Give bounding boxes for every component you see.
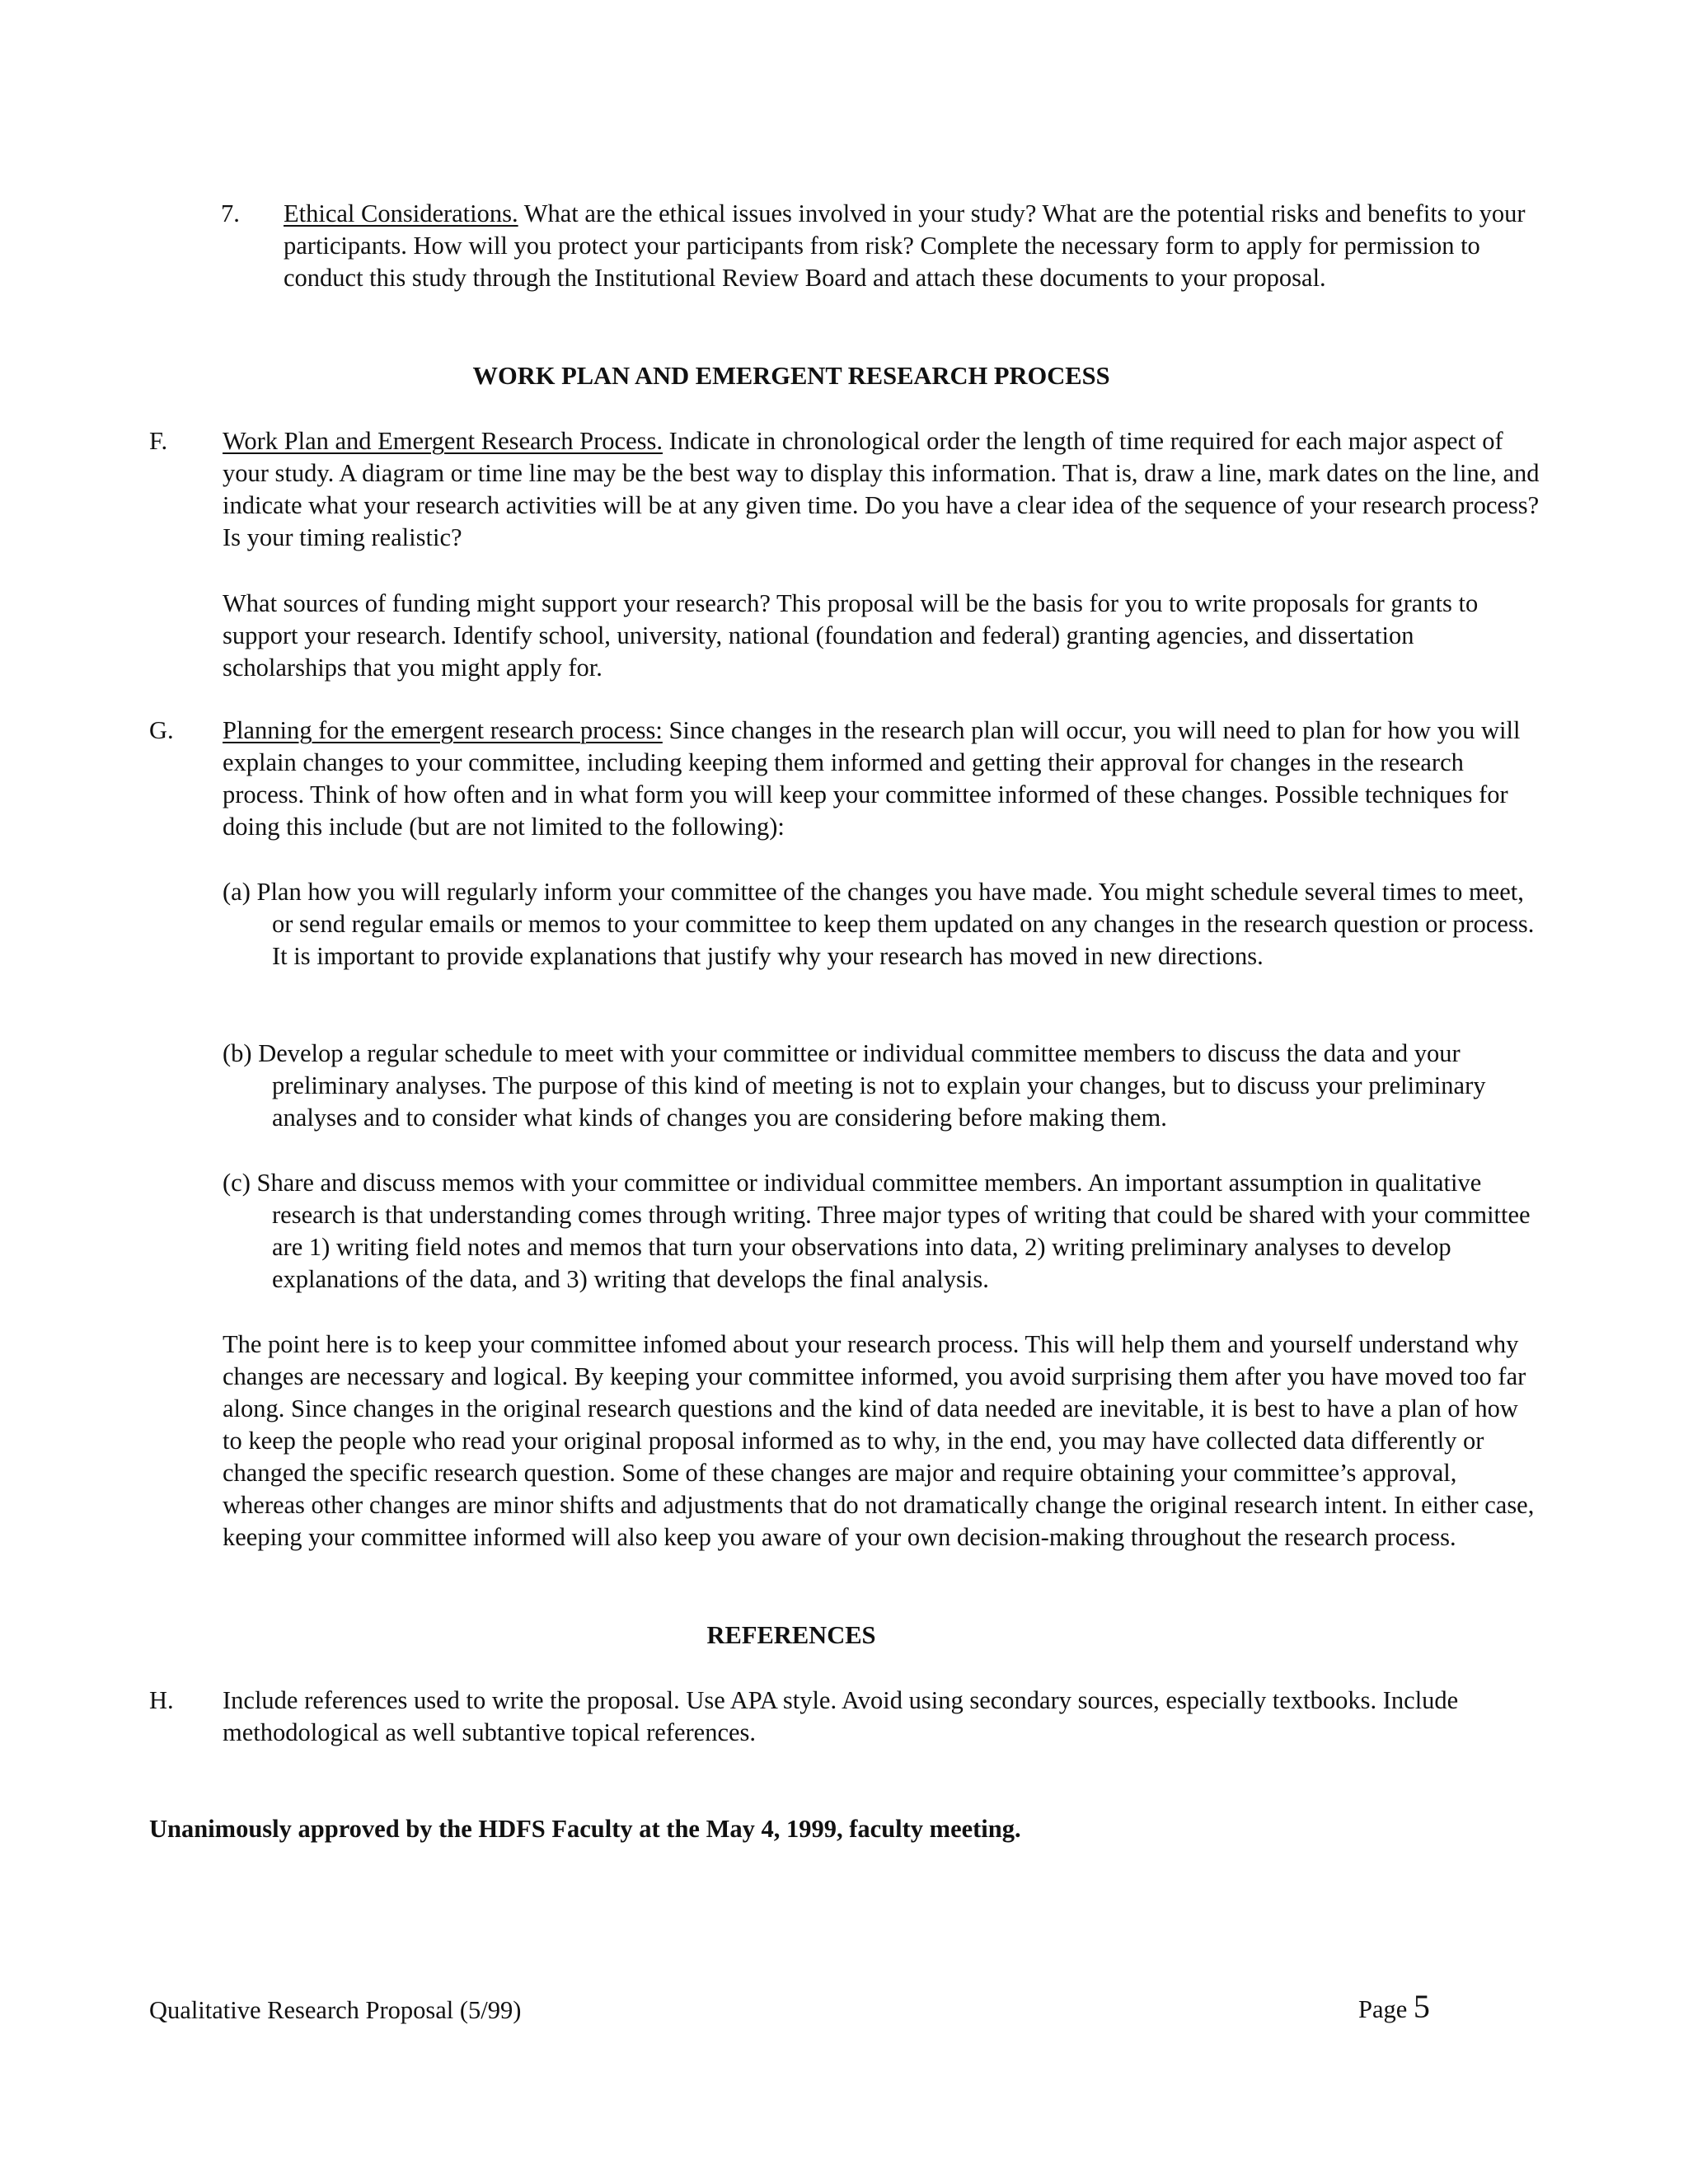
- item-body: [284, 198, 1540, 294]
- section-item-g: [149, 715, 1542, 843]
- item-marker: F.: [149, 427, 168, 455]
- approval-statement: Unanimously approved by the HDFS Faculty at the May 4, 1999, faculty meeting.: [149, 1815, 1021, 1843]
- subitem-a: (a) Plan how you will regularly inform your committee of the changes you have made. You might schedule several times to meet, or send regular emails or memos to your committee to keep them updated on any changes in the research question or process. It is important to provide explanations that justify why your research has moved in new directions.: [223, 878, 1535, 970]
- page-label: Page: [1358, 1995, 1414, 2023]
- item-body: [223, 425, 1542, 554]
- section-heading-references: REFERENCES: [706, 1621, 876, 1649]
- item-text: Since changes in the research plan will occur, you will need to plan for how you will explain changes to your committee, including keeping them informed and getting their approval for changes in the research process. Think of how often and in what form you will keep your committee informed of these changes. Possible techniques for doing this include (but are not limited to the following):: [223, 716, 1521, 841]
- section-item-f: [149, 425, 1542, 554]
- item-marker: G.: [149, 716, 174, 744]
- item-text: What are the ethical issues involved in your study? What are the potential risks and benefits to your participants. How will you protect your participants from risk? Complete the necessary form to apply for permission to conduct this study through the Institutional Review Board and attach these documents to your proposal.: [284, 199, 1526, 292]
- item-marker: H.: [149, 1686, 174, 1714]
- footer-title: Qualitative Research Proposal (5/99): [149, 1996, 522, 2024]
- section-item-7: [221, 198, 1540, 294]
- item-body: [223, 715, 1542, 843]
- item-text: Indicate in chronological order the length of time required for each major aspect of your study. A diagram or time line may be the best way to display this information. That is, draw a line, mark dates on the line, and indicate what your research activities will be at any given time. Do you have a clear idea of the sequence of your research process? Is your timing realistic?: [223, 427, 1540, 551]
- subitem-b: (b) Develop a regular schedule to meet with your committee or individual committee members to discuss the data and your preliminary analyses. The purpose of this kind of meeting is not to explain your changes, but to discuss your preliminary analyses and to consider what kinds of changes you are considering before making them.: [223, 1039, 1486, 1132]
- item-title-ethical-considerations: Ethical Considerations.: [284, 199, 518, 227]
- item-title-planning-emergent: Planning for the emergent research process:: [223, 716, 663, 744]
- page-number: 5: [1413, 1988, 1430, 2025]
- subitem-c: (c) Share and discuss memos with your committee or individual committee members. An important assumption in qualitative research is that understanding comes through writing. Three major types of writing that could be shared with your committee are 1) writing field notes and memos that turn your observations into data, 2) writing preliminary analyses to develop explanations of the data, and 3) writing that develops the final analysis.: [223, 1169, 1531, 1293]
- section-item-h: [149, 1685, 1542, 1749]
- footer-page-number: [1358, 1990, 1430, 2026]
- paragraph-funding: What sources of funding might support your research? This proposal will be the basis for you to write proposals for grants to support your research. Identify school, university, national (foundation and federal) granting agencies, and dissertation scholarships that you might apply for.: [223, 589, 1479, 682]
- item-marker: 7.: [221, 199, 240, 227]
- item-text: Include references used to write the proposal. Use APA style. Avoid using secondary sources, especially textbooks. Include methodological as well subtantive topical references.: [223, 1686, 1459, 1746]
- item-title-work-plan: Work Plan and Emergent Research Process.: [223, 427, 663, 455]
- section-heading-work-plan: WORK PLAN AND EMERGENT RESEARCH PROCESS: [472, 362, 1110, 390]
- paragraph-point: The point here is to keep your committee infomed about your research process. This will help them and yourself understand why changes are necessary and logical. By keeping your committee informed, you avoid surprising them after you have moved too far along. Since changes in the original research questions and the kind of data needed are inevitable, it is best to have a plan of how to keep the people who read your original proposal informed as to why, in the end, you may have collected data differently or changed the specific research question. Some of these changes are major and require obtaining your committee’s approval, whereas other changes are minor shifts and adjustments that do not dramatically change the original research intent. In either case, keeping your committee informed will also keep you aware of your own decision-making throughout the research process.: [223, 1330, 1535, 1551]
